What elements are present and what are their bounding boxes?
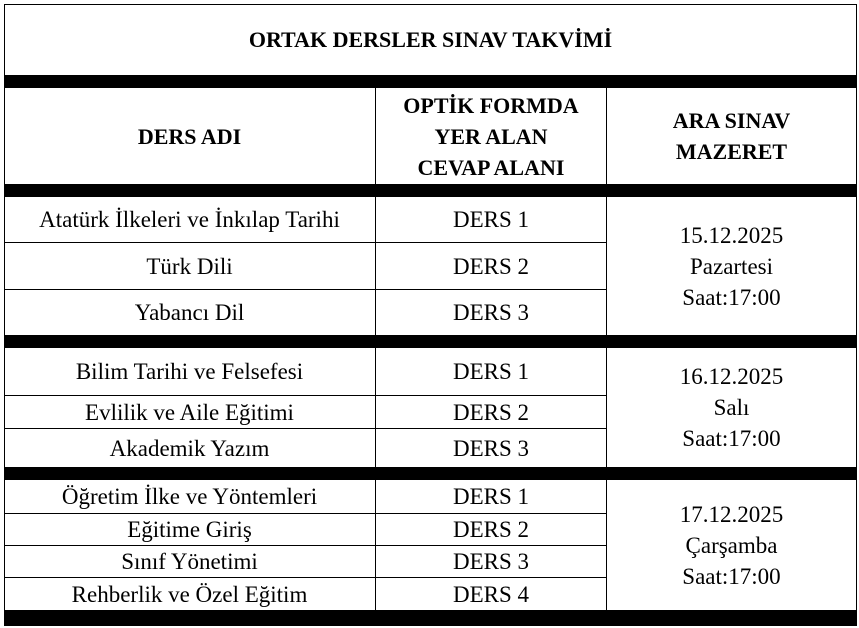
table-row-course: Rehberlik ve Özel Eğitim bbox=[71, 581, 308, 607]
exam-time: Saat:17:00 bbox=[682, 426, 781, 451]
table-row-course: Bilim Tarihi ve Felsefesi bbox=[75, 359, 304, 384]
exam-day: Salı bbox=[713, 395, 750, 420]
exam-day: Çarşamba bbox=[685, 532, 778, 558]
title-separator bbox=[4, 75, 857, 88]
header-makeup-exam bbox=[607, 88, 856, 184]
group-1-separator bbox=[4, 335, 857, 348]
header-optic-answer-area bbox=[376, 88, 606, 184]
table-row-area: DERS 1 bbox=[452, 484, 530, 509]
header-exam-line-1: ARA SINAV bbox=[672, 108, 791, 133]
header-course-name: DERS ADI bbox=[137, 123, 242, 149]
table-title: ORTAK DERSLER SINAV TAKVİMİ bbox=[248, 27, 613, 52]
table-row-course: Yabancı Dil bbox=[134, 300, 245, 325]
table-row-area: DERS 2 bbox=[452, 517, 530, 542]
header-optic-line-1: OPTİK FORMDA bbox=[403, 92, 579, 118]
group-3-exam-date bbox=[607, 480, 856, 610]
header-optic-line-2: YER ALAN bbox=[434, 123, 548, 149]
group-1-exam-date bbox=[607, 197, 856, 335]
exam-time: Saat:17:00 bbox=[682, 284, 781, 310]
table-row-course: Evlilik ve Aile Eğitimi bbox=[85, 399, 294, 425]
exam-date: 15.12.2025 bbox=[679, 222, 784, 248]
table-row-area: DERS 2 bbox=[452, 399, 530, 425]
exam-date: 16.12.2025 bbox=[679, 364, 784, 389]
table-row-area: DERS 1 bbox=[452, 359, 530, 384]
table-row-course: Akademik Yazım bbox=[109, 435, 270, 461]
table-row-area: DERS 3 bbox=[452, 300, 530, 325]
table-row-area: DERS 2 bbox=[452, 253, 530, 279]
header-separator bbox=[4, 184, 857, 197]
group-2-exam-date bbox=[607, 348, 856, 467]
table-bottom-border bbox=[4, 610, 857, 626]
exam-day: Pazartesi bbox=[689, 253, 773, 279]
table-row-course: Türk Dili bbox=[146, 253, 233, 279]
header-optic-line-3: CEVAP ALANI bbox=[417, 154, 565, 180]
header-exam-line-2: MAZERET bbox=[675, 139, 788, 164]
table-row-course: Eğitime Giriş bbox=[127, 517, 252, 542]
table-right-border bbox=[856, 4, 857, 626]
table-row-area: DERS 4 bbox=[452, 581, 530, 607]
exam-date: 17.12.2025 bbox=[679, 501, 784, 527]
table-row-area: DERS 3 bbox=[452, 435, 530, 461]
table-row-area: DERS 3 bbox=[452, 549, 530, 574]
group-2-separator bbox=[4, 467, 857, 480]
exam-schedule-table bbox=[4, 4, 857, 626]
exam-time: Saat:17:00 bbox=[682, 563, 781, 589]
table-row-course: Atatürk İlkeleri ve İnkılap Tarihi bbox=[39, 207, 340, 232]
table-row-course: Öğretim İlke ve Yöntemleri bbox=[61, 484, 318, 509]
table-row-area: DERS 1 bbox=[452, 207, 530, 232]
table-row-course: Sınıf Yönetimi bbox=[121, 549, 258, 574]
